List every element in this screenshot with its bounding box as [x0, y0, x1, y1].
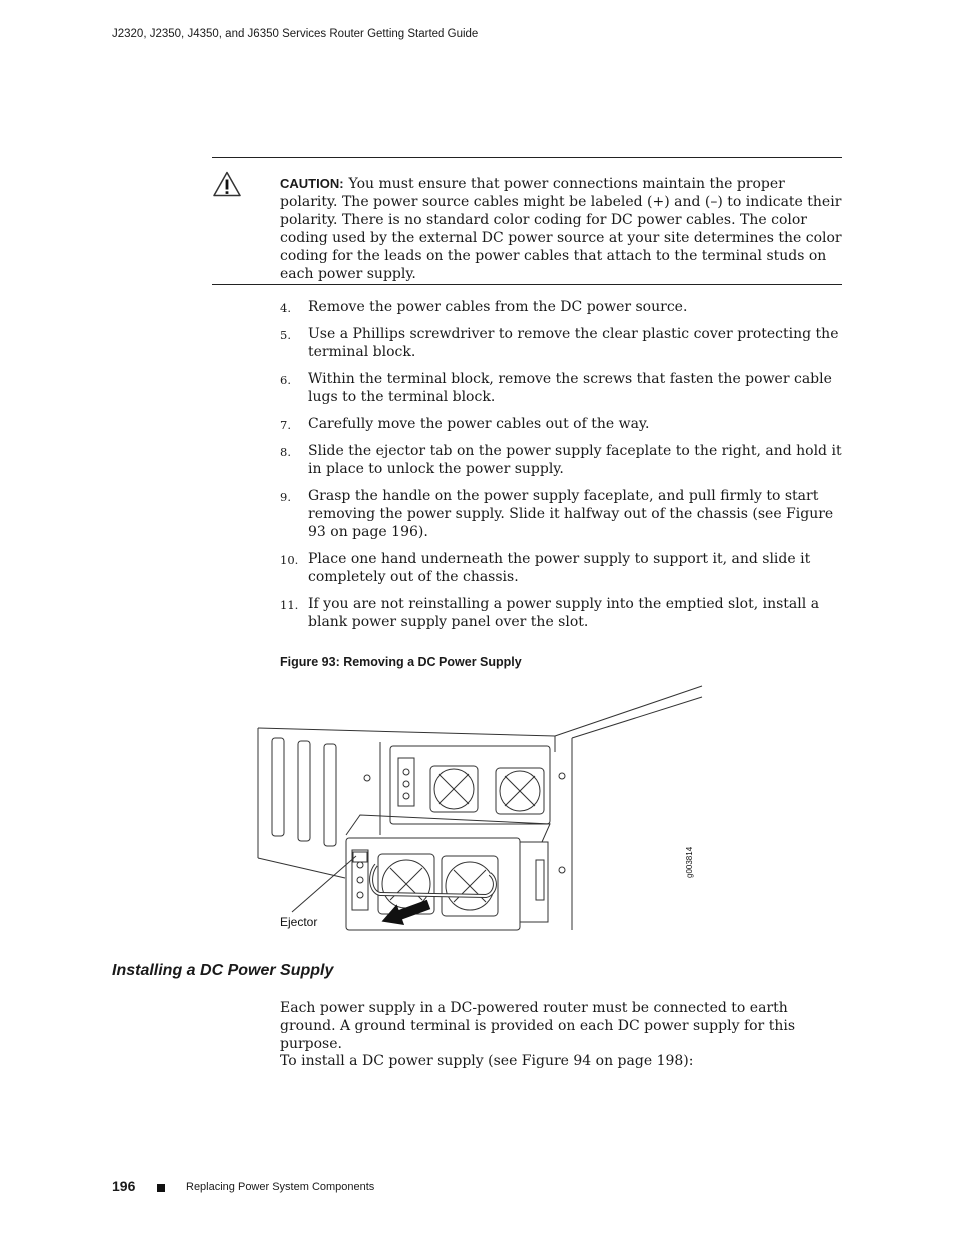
list-item [280, 415, 845, 433]
figure-caption: Figure 93: Removing a DC Power Supply [280, 655, 522, 669]
footer-section-title: Replacing Power System Components [186, 1181, 375, 1193]
step-text: Slide the ejector tab on the power supply faceplate to the right, and hold it in place to unlock the power supply. [308, 443, 842, 477]
list-item [280, 442, 845, 478]
running-header: J2320, J2350, J4350, and J6350 Services Router Getting Started Guide [112, 28, 479, 40]
caution-box [212, 157, 842, 285]
list-item [280, 370, 845, 406]
step-text: Place one hand underneath the power supply to support it, and slide it completely out of the chassis. [308, 551, 811, 585]
caution-text [280, 175, 842, 283]
square-bullet-icon [157, 1184, 165, 1192]
step-number: 9. [280, 490, 291, 504]
step-number: 8. [280, 445, 291, 459]
intro-paragraph: Each power supply in a DC-powered router must be connected to earth ground. A ground terminal is provided on each DC power supply for this purpose. [280, 1000, 795, 1052]
power-supply-illustration [250, 680, 710, 942]
step-text: Use a Phillips screwdriver to remove the clear plastic cover protecting the terminal block. [308, 326, 839, 360]
list-item [280, 298, 845, 316]
step-number: 10. [280, 553, 299, 567]
section-heading: Installing a DC Power Supply [112, 962, 334, 979]
step-text: Grasp the handle on the power supply faceplate, and pull firmly to start removing the power supply. Slide it halfway out of the chassis (see Figure 93 on page 196). [308, 488, 834, 540]
page-number: 196 [112, 1178, 136, 1194]
step-number: 6. [280, 373, 291, 387]
figure-id-label: g003814 [685, 846, 694, 878]
warning-triangle-icon [213, 171, 241, 197]
list-item [280, 325, 845, 361]
caution-body: You must ensure that power connections maintain the proper polarity. The power source cables might be labeled (+) and (–) to indicate their polarity. There is no standard color coding for DC power cables. The color coding used by the external DC power source at your site determines the color coding for the leads on the power cables that attach to the terminal studs on each power supply. [280, 176, 842, 282]
caution-label: CAUTION: [280, 176, 344, 191]
step-number: 5. [280, 328, 291, 342]
step-text: Carefully move the power cables out of the way. [308, 416, 650, 432]
step-text: Remove the power cables from the DC power source. [308, 299, 688, 315]
ejector-callout: Ejector [280, 915, 318, 929]
step-number: 4. [280, 301, 291, 315]
list-item [280, 487, 845, 541]
step-number: 7. [280, 418, 291, 432]
list-item [280, 550, 845, 586]
procedure-intro: To install a DC power supply (see Figure 94 on page 198): [280, 1053, 694, 1069]
step-number: 11. [280, 598, 299, 612]
procedure-steps [280, 298, 845, 640]
step-text: If you are not reinstalling a power supply into the emptied slot, install a blank power supply panel over the slot. [308, 596, 820, 630]
list-item [280, 595, 845, 631]
step-text: Within the terminal block, remove the screws that fasten the power cable lugs to the terminal block. [308, 371, 832, 405]
